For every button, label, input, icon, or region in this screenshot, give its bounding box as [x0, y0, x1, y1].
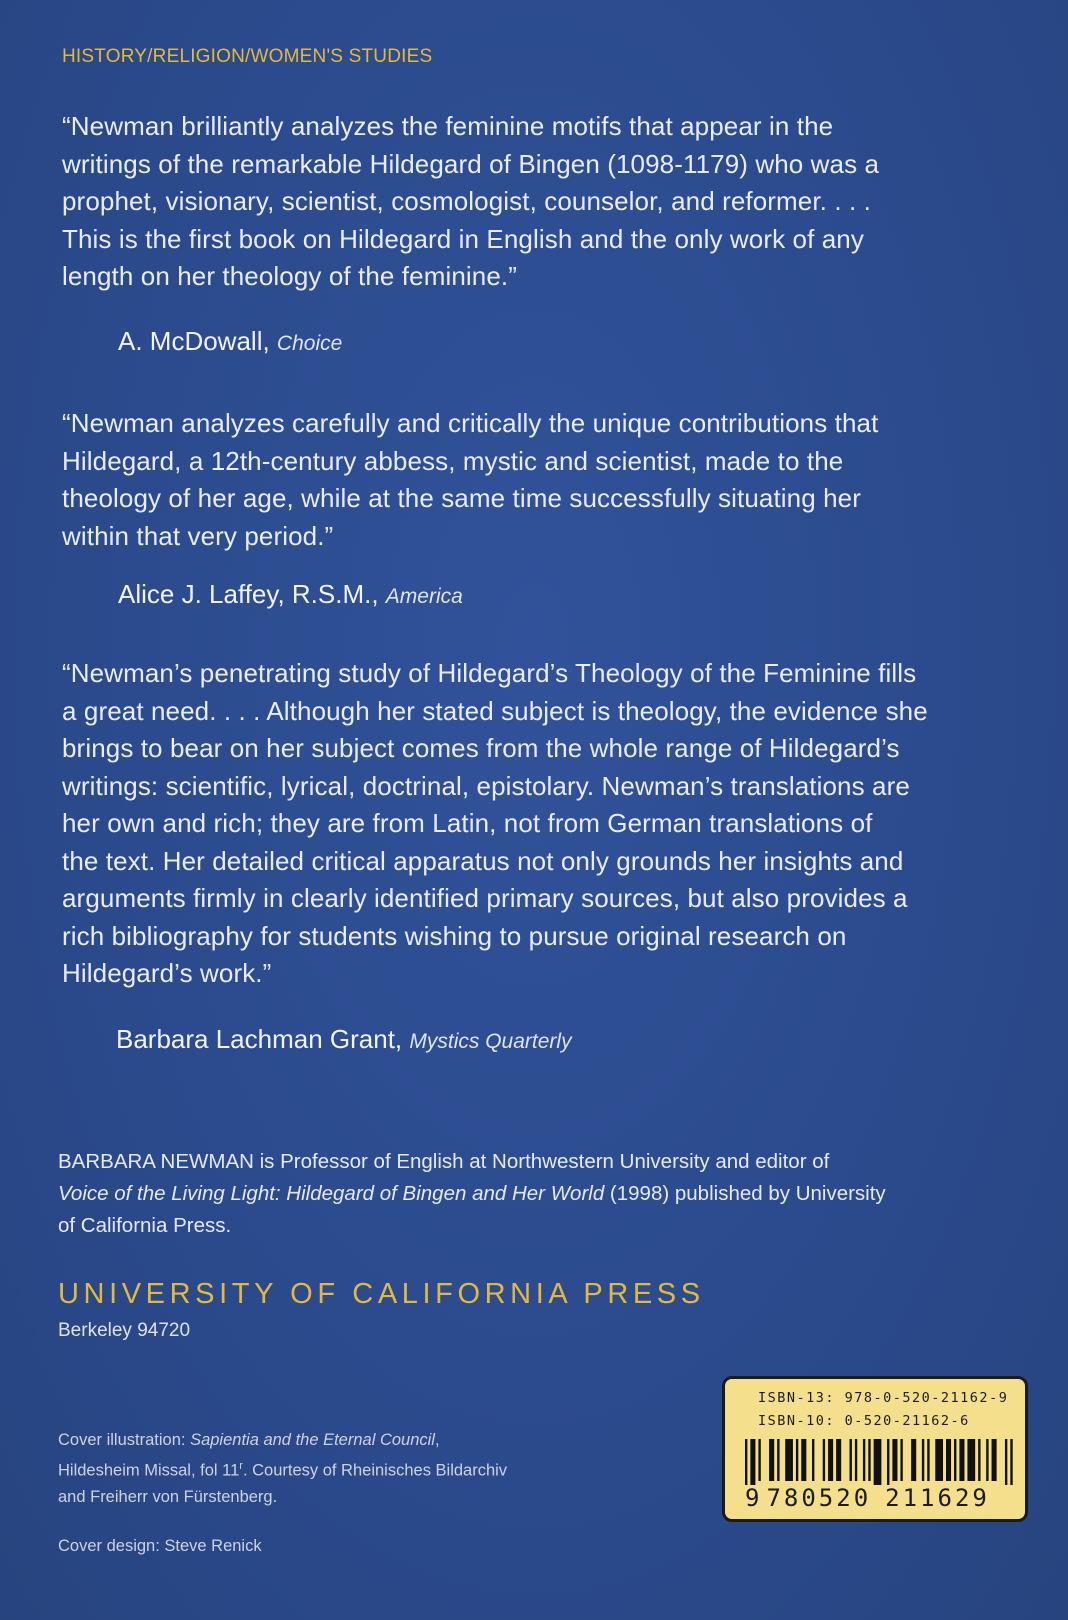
barcode-bar	[922, 1439, 924, 1481]
barcode-bar	[823, 1439, 825, 1481]
barcode-bar	[959, 1439, 964, 1481]
quote-line: “Newman analyzes carefully and critically the unique contributions that	[62, 408, 879, 438]
review-source: Mystics Quarterly	[409, 1030, 572, 1053]
quote-line: Hildegard, a 12th-century abbess, mystic and scientist, made to the	[62, 445, 844, 476]
bio-text: (1998) published by University	[604, 1182, 886, 1205]
barcode-bar	[863, 1439, 865, 1481]
quote-line: her own and rich; they are from Latin, not from German translations of	[62, 808, 873, 838]
barcode-digit-group-2: 211629	[885, 1484, 990, 1512]
credit-line	[58, 1453, 507, 1484]
credit-text: Cover illustration:	[58, 1431, 191, 1449]
barcode-bar	[900, 1439, 902, 1481]
folio-superscript: r	[239, 1460, 243, 1472]
bio-line: of California Press.	[58, 1214, 232, 1237]
bio-line: BARBARA NEWMAN is Professor of English at Northwestern University and editor of	[58, 1150, 830, 1173]
barcode-bar	[911, 1439, 916, 1481]
reviewer-name: Alice J. Laffey, R.S.M.,	[118, 579, 386, 609]
quote-line: writings of the remarkable Hildegard of Bingen (1098-1179) who was a	[62, 148, 880, 179]
barcode-bar	[986, 1439, 988, 1481]
quote-line: writings: scientific, lyrical, doctrinal, epistolary. Newman’s translations are	[62, 770, 910, 801]
isbn-13: ISBN-13: 978-0-520-21162-9	[758, 1390, 1009, 1406]
artwork-title: Sapientia and the Eternal Council	[190, 1431, 435, 1449]
barcode-bar	[828, 1439, 833, 1481]
isbn-10: ISBN-10: 0-520-21162-6	[758, 1413, 970, 1429]
credit-line: and Freiherr von Fürstenberg.	[58, 1487, 278, 1506]
barcode-bar	[758, 1439, 760, 1481]
barcode-bar	[796, 1439, 798, 1481]
quote-line: within that very period.”	[62, 520, 334, 551]
barcode-bar	[777, 1439, 779, 1481]
barcode-bar	[785, 1439, 793, 1481]
barcode	[745, 1439, 1013, 1485]
quote-line: Hildegard’s work.”	[62, 958, 272, 988]
cover-illustration-credit	[58, 1427, 507, 1510]
barcode-bar	[967, 1439, 975, 1481]
review-quote-2	[62, 405, 1042, 555]
barcode-bar	[1005, 1439, 1007, 1485]
barcode-bar	[978, 1439, 980, 1481]
quote-line: the text. Her detailed critical apparatus not only grounds her insights and	[62, 845, 904, 876]
barcode-bar	[927, 1439, 929, 1481]
quote-line: arguments firmly in clearly identified primary sources, but also provides a	[62, 883, 908, 913]
publisher-name: UNIVERSITY OF CALIFORNIA PRESS	[58, 1278, 705, 1310]
barcode-digit-group-1: 780520	[766, 1484, 872, 1512]
barcode-bar	[992, 1439, 997, 1481]
quote-line: a great need. . . . Although her stated subject is theology, the evidence she	[62, 695, 928, 726]
review-quote-1	[62, 108, 1042, 296]
category-label: HISTORY/RELIGION/WOMEN'S STUDIES	[62, 46, 433, 67]
barcode-bar	[750, 1439, 755, 1485]
review-source: America	[385, 585, 463, 608]
barcode-bar	[855, 1439, 857, 1481]
quote-line: This is the first book on Hildegard in English and the only work of any	[62, 223, 864, 254]
bio-line	[58, 1178, 1048, 1210]
credit-text: Hildesheim Missal, fol 11	[58, 1461, 240, 1480]
barcode-digits	[745, 1484, 1013, 1512]
review-source: Choice	[276, 332, 343, 355]
barcode-bar	[868, 1439, 870, 1481]
quote-line: length on her theology of the feminine.”	[62, 261, 517, 291]
reviewer-name: Barbara Lachman Grant,	[116, 1024, 410, 1054]
publisher-city: Berkeley 94720	[58, 1320, 191, 1341]
barcode-bar	[946, 1439, 951, 1481]
barcode-bar	[850, 1439, 852, 1481]
quote-line: brings to bear on her subject comes from the whole range of Hildegard’s	[62, 733, 900, 763]
credit-text: . Courtesy of Rheinisches Bildarchiv	[242, 1461, 508, 1480]
cover-design-credit: Cover design: Steve Renick	[58, 1537, 262, 1555]
credit-text: ,	[434, 1431, 440, 1449]
barcode-bar	[954, 1439, 956, 1481]
quote-line: “Newman brilliantly analyzes the feminine motifs that appear in the	[62, 111, 834, 141]
barcode-bar	[887, 1439, 889, 1485]
review-quote-3	[62, 655, 1042, 993]
quote-line: “Newman’s penetrating study of Hildegard’s Theology of the Feminine fills	[62, 658, 917, 688]
review-attribution-2	[118, 579, 463, 610]
review-attribution-3	[116, 1024, 572, 1055]
barcode-bar	[892, 1439, 897, 1481]
barcode-bar	[1010, 1439, 1012, 1485]
barcode-bar	[836, 1439, 841, 1481]
quote-line: theology of her age, while at the same time successfully situating her	[62, 483, 861, 513]
barcode-bar	[745, 1439, 747, 1485]
barcode-bar	[801, 1439, 806, 1481]
reviewer-name: A. McDowall,	[118, 326, 277, 356]
book-title: Voice of the Living Light: Hildegard of Bingen and Her World	[58, 1182, 605, 1205]
credit-line	[58, 1427, 507, 1453]
barcode-bar	[769, 1439, 774, 1481]
review-attribution-1	[118, 326, 342, 357]
barcode-bar	[874, 1439, 882, 1485]
isbn-barcode-label	[722, 1376, 1028, 1522]
quote-line: prophet, visionary, scientist, cosmologist, counselor, and reformer. . . .	[62, 186, 871, 216]
quote-line: rich bibliography for students wishing to pursue original research on	[62, 920, 847, 951]
barcode-bar	[812, 1439, 814, 1481]
barcode-bar	[935, 1439, 943, 1481]
author-bio	[58, 1146, 1048, 1242]
barcode-lead-digit: 9	[745, 1484, 763, 1512]
